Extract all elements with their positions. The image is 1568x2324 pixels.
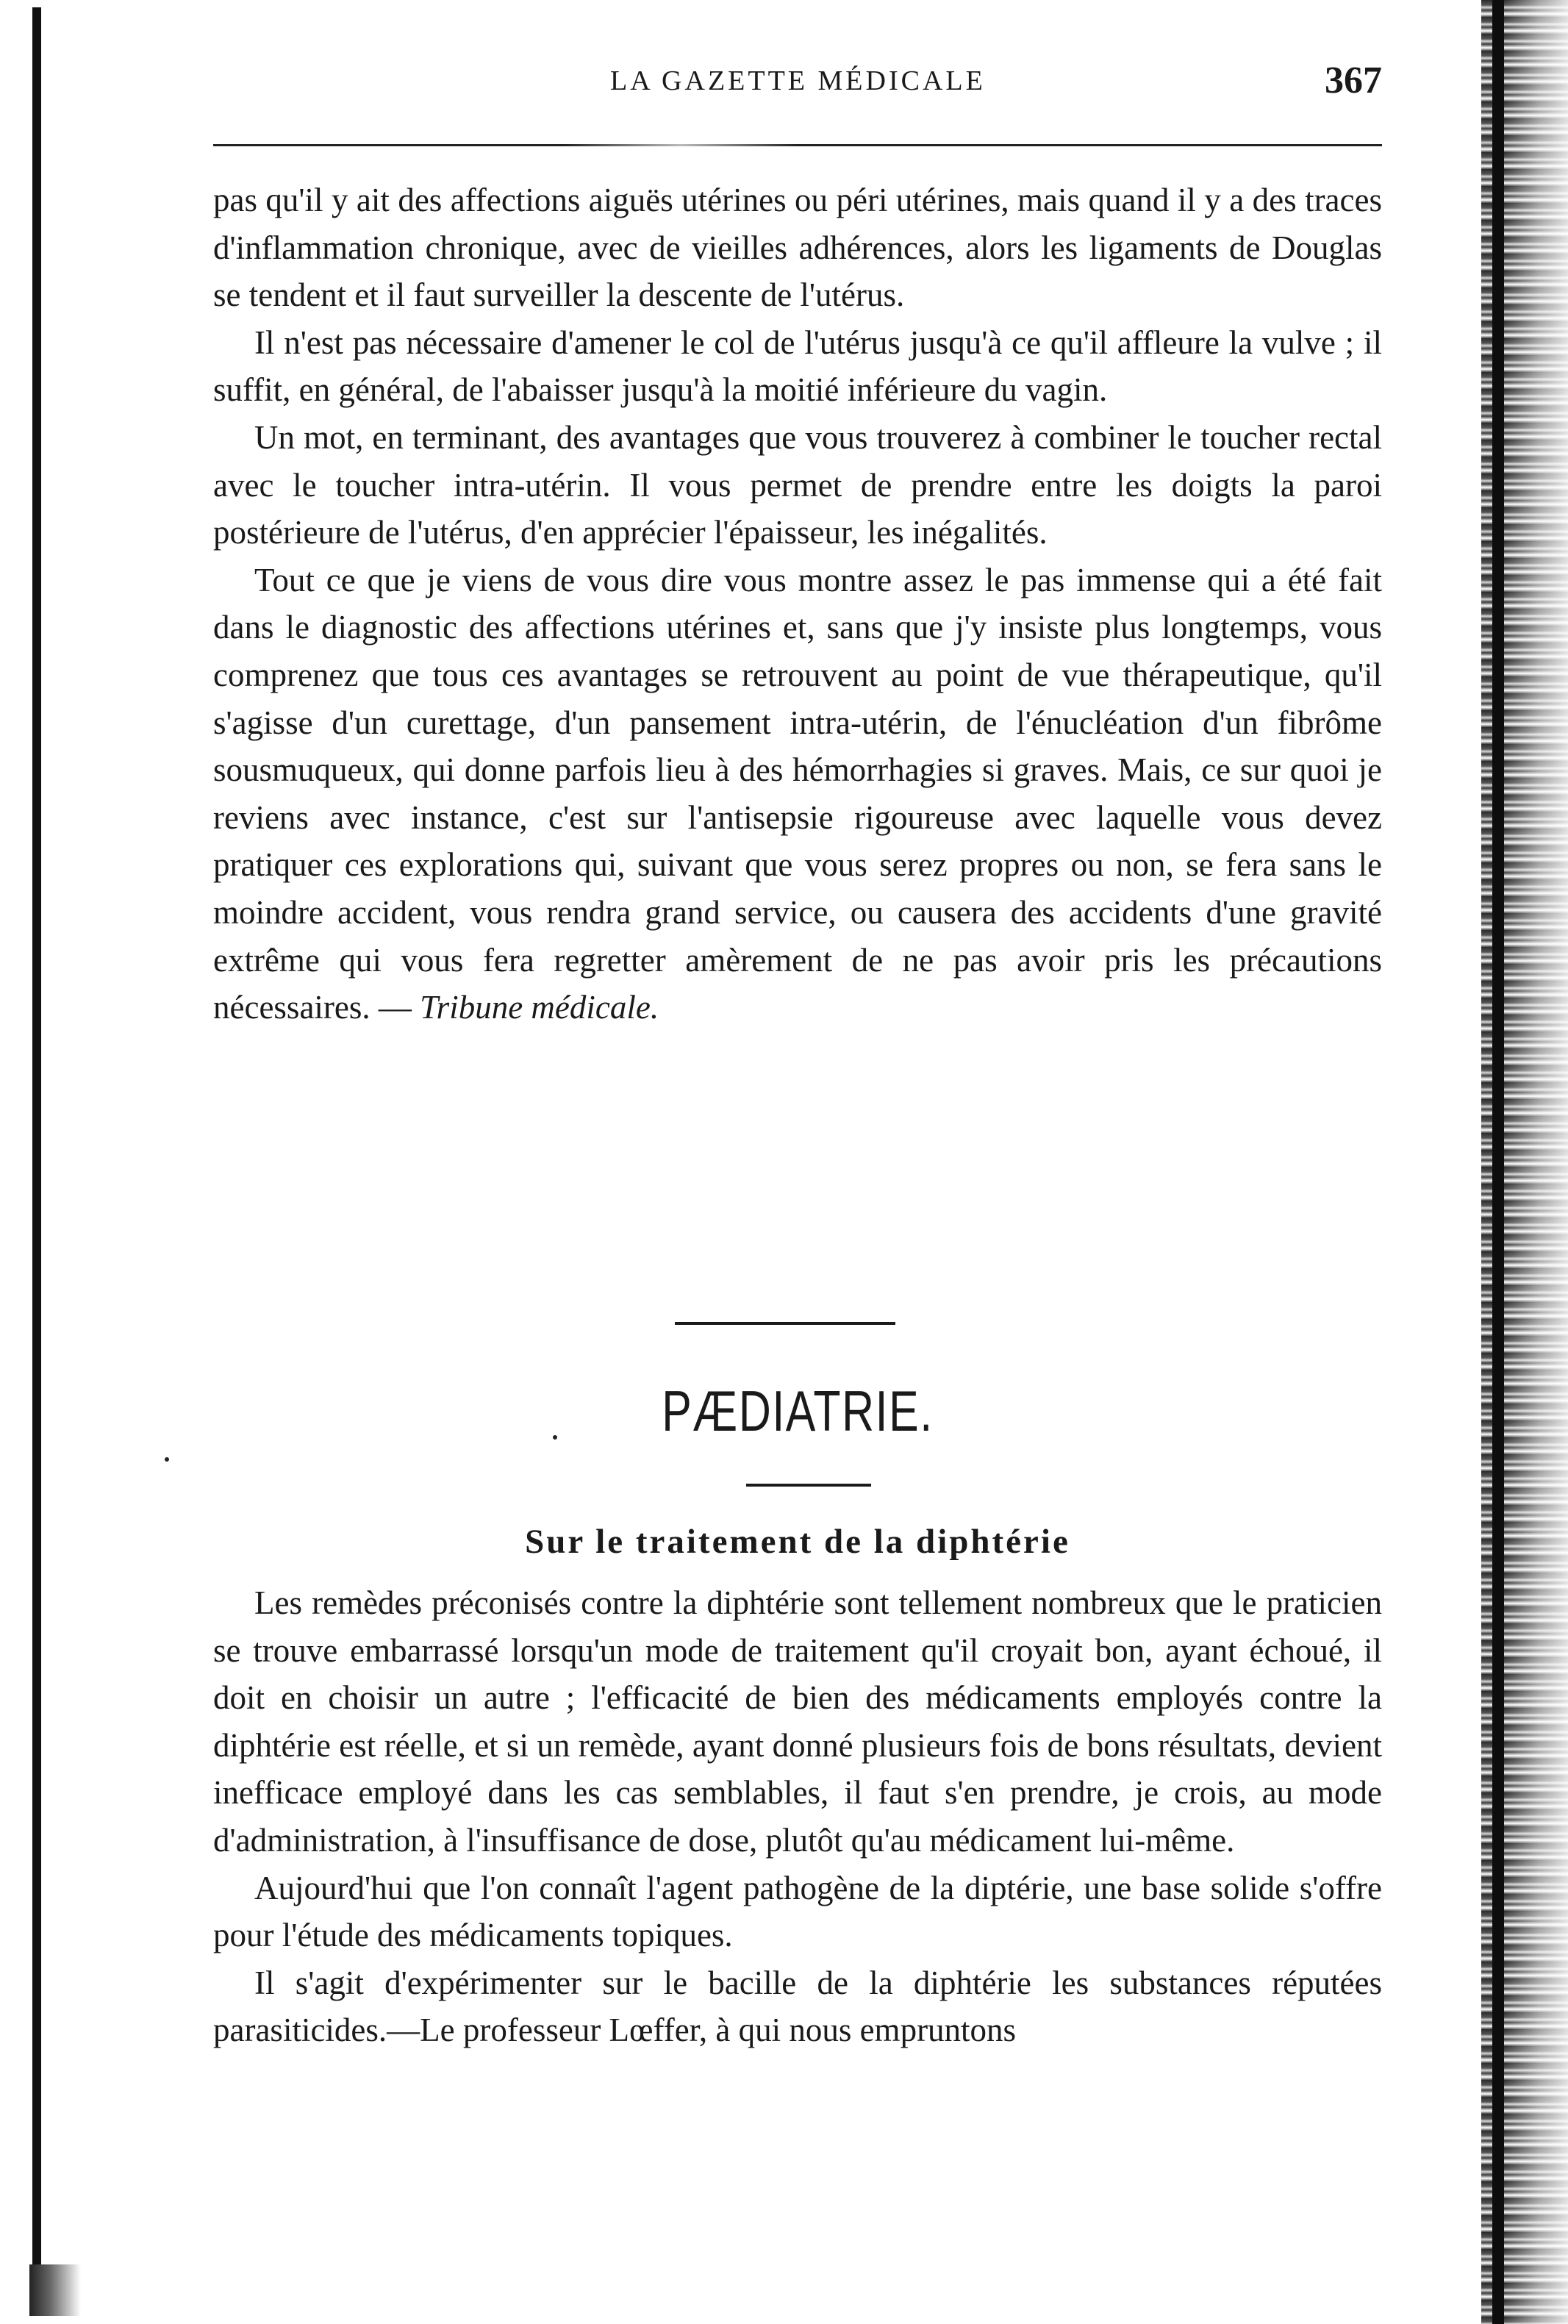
paragraph-text: Tout ce que je viens de vous dire vous montre assez le pas immense qui a été fait dans le diagnostic des affections utérines et, sans que j'y insiste plus longtemps, vous comprenez que tous ces avantages se retrouvent au point de vue thérapeutique, qu'il s'agisse d'un curettage, d'un pansement intra-utérin, de l'énucléation d'un fibrôme sousmuqueux, qui donne parfois lieu à des hémorrhagies si graves. Mais, ce sur quoi je reviens avec instance, c'est sur l'antisepsie rigoureuse avec laquelle vous devez pratiquer ces explorations qui, suivant que vous serez propres ou non, se fera sans le moindre accident, vous rendra grand service, ou causera des accidents d'une gravité extrême qui vous fera regretter amèrement de ne pas avoir pris les précautions nécessaires. — [213, 561, 1382, 1026]
paragraph: Il s'agit d'expérimenter sur le bacille de la diphtérie les substances réputées parasiticides.—Le professeur Lœffer, à qui nous empruntons [213, 1964, 1382, 2049]
page-corner-shadow [29, 2264, 81, 2316]
section-separator [675, 1322, 895, 1325]
page-number: 367 [1325, 60, 1382, 101]
paragraph: Il n'est pas nécessaire d'amener le col de l'utérus jusqu'à ce qu'il affleure la vulve ; il suffit, en général, de l'abaisser jusqu'à la moitié inférieure du vagin. [213, 323, 1382, 409]
page-gutter-shadow-left [32, 7, 41, 2316]
print-speck [165, 1457, 169, 1462]
header-rule [213, 144, 1382, 146]
paragraph: Un mot, en terminant, des avantages que vous trouverez à combiner le toucher rectal avec le toucher intra-utérin. Il vous permet de prendre entre les doigts la paroi postérieure de l'utérus, d'en apprécier l'épaisseur, les inégalités. [213, 418, 1382, 551]
paragraph: Aujourd'hui que l'on connaît l'agent pathogène de la diptérie, une base solide s'offre pour l'étude des médicaments topiques. [213, 1869, 1382, 1954]
paragraph: Les remèdes préconisés contre la diphtérie sont tellement nombreux que le praticien se trouve embarrassé lorsqu'un mode de traitement qu'il croyait bon, ayant échoué, il doit en choisir un autre ; l'efficacité de bien des médicaments employés contre la diphtérie est réelle, et si un remède, ayant donné plusieurs fois de bons résultats, devient inefficace employé dans les cas semblables, il faut s'en prendre, je crois, au mode d'administration, à l'insuffisance de dose, plutôt qu'au médicament lui-même. [213, 1584, 1382, 1859]
title-rule [746, 1484, 871, 1487]
page-header [213, 60, 1382, 116]
paragraph: pas qu'il y ait des affections aiguës utérines ou péri utérines, mais quand il y a des traces d'inflammation chronique, avec de vieilles adhérences, alors les ligaments de Douglas se tendent et il faut surveiller la descente de l'utérus. [213, 182, 1382, 314]
page-binding-strip [1492, 0, 1504, 2324]
source-citation: Tribune médicale. [420, 989, 659, 1026]
section-title: PÆDIATRIE. [662, 1379, 934, 1443]
page-binding-fade [1503, 0, 1568, 2324]
running-title: LA GAZETTE MÉDICALE [610, 65, 986, 96]
article-body [213, 1579, 1382, 2054]
paragraph [213, 557, 1382, 1032]
article-subheading: Sur le traitement de la diphtérie [525, 1523, 1070, 1561]
article-continuation [213, 176, 1382, 1032]
